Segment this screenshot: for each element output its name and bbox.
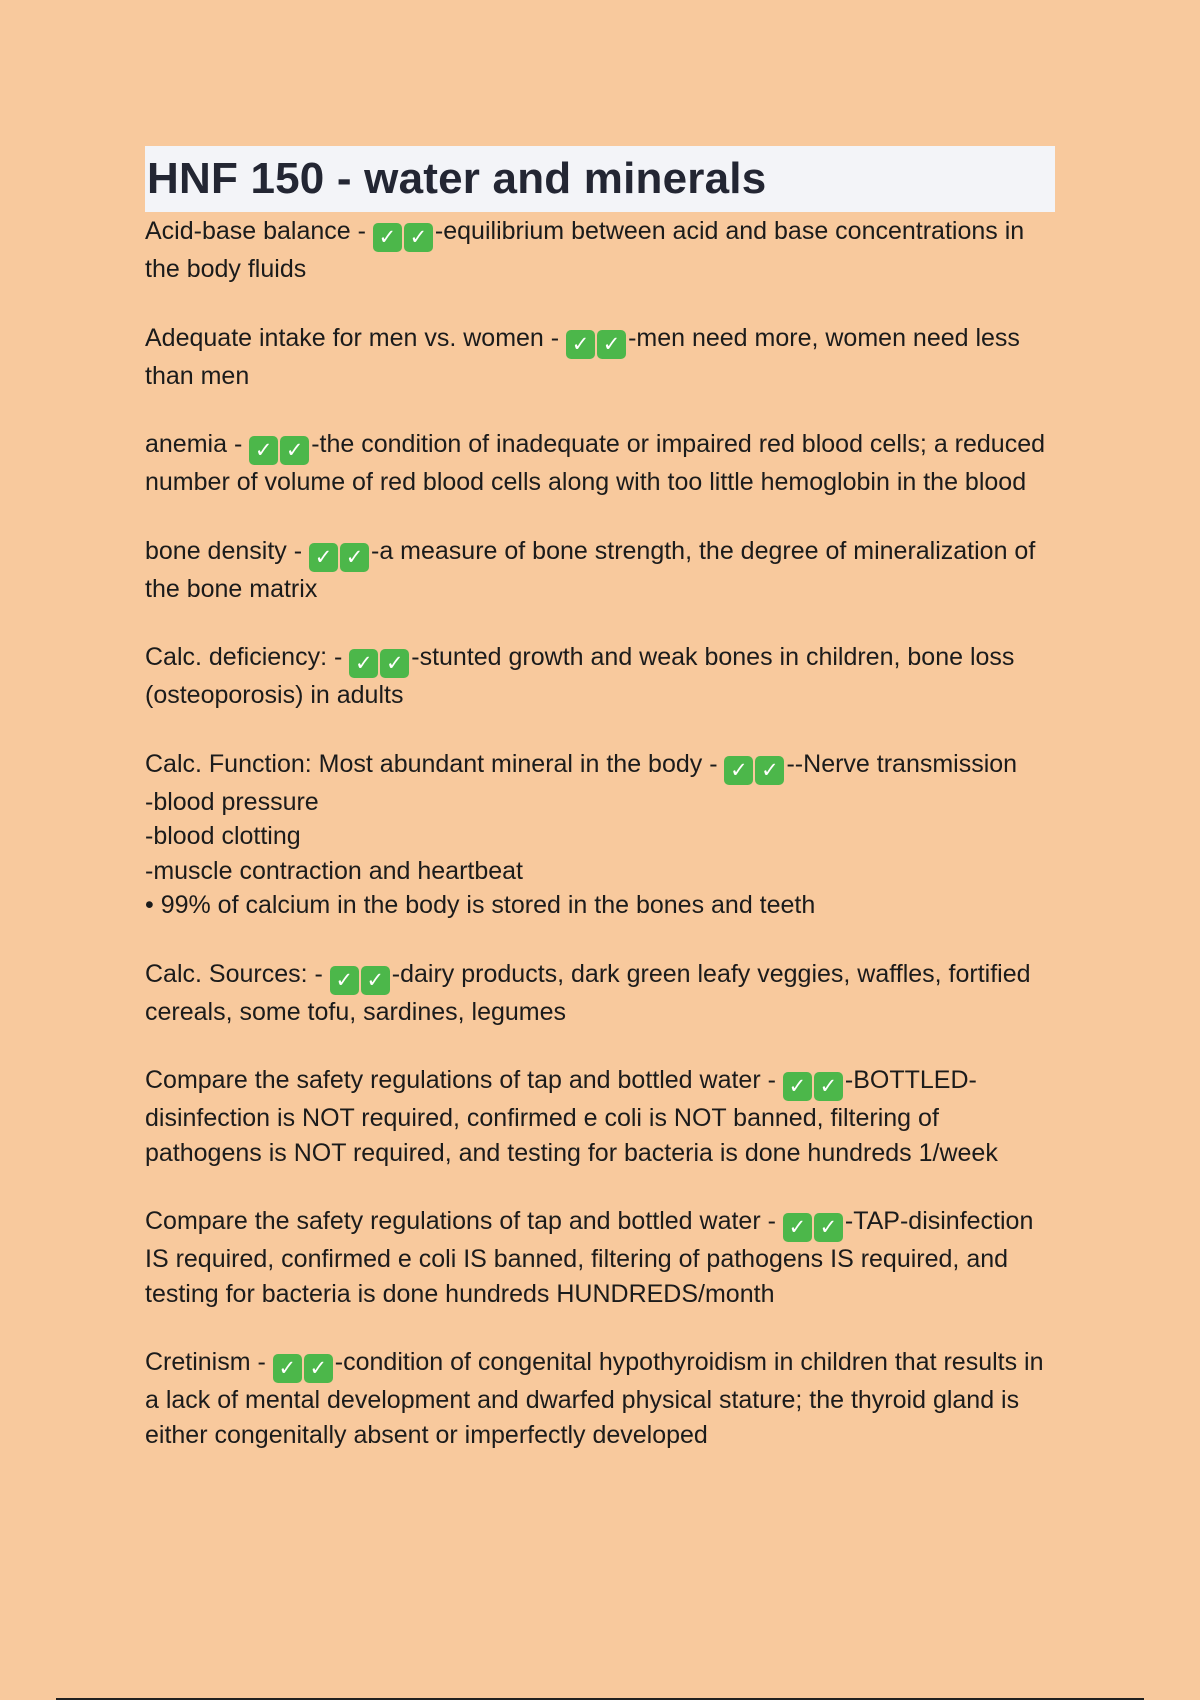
definition-line: -muscle contraction and heartbeat [145,856,523,885]
check-mark-icon: ✓ [330,966,359,995]
check-mark-icon: ✓ [597,330,626,359]
check-mark-icon: ✓ [814,1213,843,1242]
entry-term: bone density - [145,536,303,565]
entry-definition: -condition of congenital hypothyroidism in children that results in a lack of mental development and dwarfed physical stature; the thyroid gland is either congenitally absent or imperfectly developed [145,1348,1044,1449]
check-mark-icon: ✓ [304,1354,333,1383]
flashcard-entry [145,321,1055,394]
entry-term: Acid-base balance - [145,217,366,245]
flashcard-entry [145,957,1055,1030]
definition-line: -blood clotting [145,822,301,850]
flashcard-entry [145,534,1055,607]
flashcard-entry [145,640,1055,713]
flashcard-list [145,214,1055,1452]
entry-definition: -dairy products, dark green leafy veggies, waffles, fortified cereals, some tofu, sardines, legumes [145,959,1031,1026]
check-mark-icon: ✓ [814,1072,843,1101]
entry-term: Calc. Sources: - [145,959,323,988]
entry-term: Compare the safety regulations of tap and bottled water - [145,1066,776,1094]
definition-line: • 99% of calcium in the body is stored in the bones and teeth [145,891,816,919]
entry-definition: -equilibrium between acid and base concentrations in the body fluids [145,217,1025,283]
entry-definition: -men need more, women need less than men [145,323,1020,390]
entry-term: Calc. Function: Most abundant mineral in the body - [145,749,718,778]
flashcard-entry [145,1204,1055,1311]
check-mark-icon: ✓ [755,756,784,785]
check-mark-icon: ✓ [566,330,595,359]
document-title: HNF 150 - water and minerals [147,154,767,203]
check-mark-icon: ✓ [340,543,369,572]
entry-definition: -BOTTLED-disinfection is NOT required, confirmed e coli is NOT banned, filtering of pathogens is NOT required, and testing for bacteria is done hundreds 1/week [145,1066,998,1167]
flashcard-entry [145,214,1055,287]
check-mark-icon: ✓ [373,223,402,252]
entry-definition: -the condition of inadequate or impaired red blood cells; a reduced number of volume of red blood cells along with too little hemoglobin in the blood [145,430,1046,496]
check-mark-icon: ✓ [273,1354,302,1383]
entry-definition: --Nerve transmission [786,749,1018,778]
flashcard-entry [145,427,1055,500]
check-mark-icon: ✓ [783,1213,812,1242]
check-mark-icon: ✓ [249,436,278,465]
check-mark-icon: ✓ [361,966,390,995]
flashcard-entry [145,1345,1055,1452]
definition-line: -blood pressure [145,787,319,816]
entry-definition: -stunted growth and weak bones in children, bone loss (osteoporosis) in adults [145,643,1015,709]
title-bar [145,146,1055,212]
entry-term: Calc. deficiency: - [145,643,343,671]
check-mark-icon: ✓ [309,543,338,572]
check-mark-icon: ✓ [724,756,753,785]
flashcard-entry [145,1063,1055,1170]
check-mark-icon: ✓ [783,1072,812,1101]
check-mark-icon: ✓ [404,223,433,252]
check-mark-icon: ✓ [380,649,409,678]
entry-term: Cretinism - [145,1348,266,1376]
flashcard-entry [145,747,1055,923]
document-page [145,146,1055,1486]
entry-term: Compare the safety regulations of tap and bottled water - [145,1207,776,1235]
entry-definition: -TAP-disinfection IS required, confirmed e coli IS banned, filtering of pathogens IS required, and testing for bacteria is done hundreds HUNDREDS/month [145,1207,1034,1308]
check-mark-icon: ✓ [349,649,378,678]
check-mark-icon: ✓ [280,436,309,465]
entry-term: anemia - [145,430,243,458]
entry-term: Adequate intake for men vs. women - [145,323,560,352]
entry-definition: -a measure of bone strength, the degree of mineralization of the bone matrix [145,536,1036,603]
